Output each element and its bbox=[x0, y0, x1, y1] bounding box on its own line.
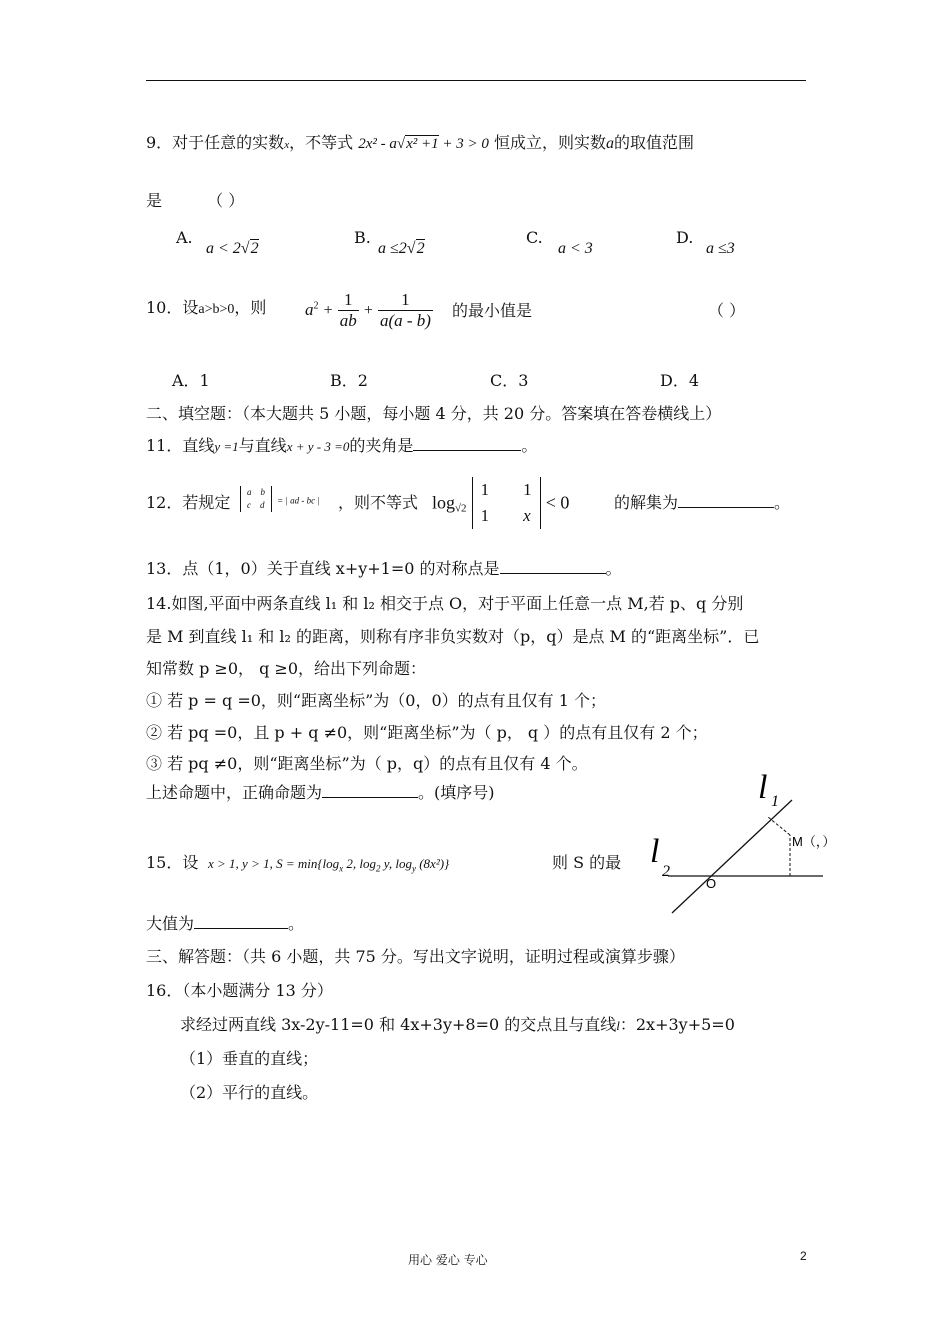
q15-lead: 15．设 bbox=[146, 853, 199, 872]
q10-condition: a>b>0 bbox=[198, 302, 235, 317]
q9-line2: 是 （ ） bbox=[146, 191, 245, 210]
q16-sub1: （1）垂直的直线； bbox=[180, 1049, 319, 1068]
q9-option-c-expr: a < 3 bbox=[558, 240, 593, 257]
q9-line1 bbox=[146, 130, 694, 153]
q9-option-b-expr: a ≤2√2 bbox=[378, 240, 425, 257]
q10-expression: $a^2$ + $\frac{1}{ab}$ + $\frac{1}{a(a - b)}$ bbox=[305, 290, 431, 330]
q15-formula: x > 1, y > 1, $S = \min\{\log_x$ 2, $\log_2 y$, $\log_y (8x^2)$} bbox=[208, 856, 450, 874]
q12-inequality: $\log_{√2} 1$ 1 1 x < 0 bbox=[432, 477, 569, 529]
label-l1: l bbox=[758, 770, 768, 806]
q9-tail: 恒成立，则实数 bbox=[493, 133, 606, 152]
q12-answer-blank[interactable] bbox=[678, 493, 774, 508]
q14-item3: ③ 若 pq ≠0，则“距离坐标”为（ p，q）的点有且仅有 4 个。 bbox=[146, 754, 588, 773]
section3-heading: 三、解答题：（共 6 小题，共 75 分。写出文字说明，证明过程或演算步骤） bbox=[146, 947, 685, 966]
label-l2-sub: 2 bbox=[662, 863, 670, 880]
q12-mid: ，则不等式 bbox=[338, 493, 419, 512]
q12-lead: 12．若规定 bbox=[146, 493, 231, 512]
q14-answer-blank[interactable] bbox=[322, 783, 418, 798]
q12-tail: 的解集为 。 bbox=[614, 493, 791, 512]
q9-option-a: A. bbox=[176, 228, 193, 247]
q10-option-d: D．4 bbox=[660, 371, 700, 390]
q9-option-d-expr: a ≤3 bbox=[706, 240, 735, 257]
q16-title: 16．（本小题满分 13 分） bbox=[146, 981, 333, 1000]
line-l1 bbox=[672, 800, 792, 913]
q14-item1: ① 若 p = q =0，则“距离坐标”为（0，0）的点有且仅有 1 个； bbox=[146, 691, 606, 710]
q15-answer-blank[interactable] bbox=[194, 914, 288, 929]
q14-line3: 知常数 p ≥0， q ≥0，给出下列命题： bbox=[146, 659, 427, 678]
page-number: 2 bbox=[800, 1249, 807, 1263]
q11-line2-eq: x + y - 3 =0 bbox=[286, 439, 350, 454]
q9-var-x: x bbox=[284, 139, 290, 151]
q9-tail2: 的取值范围 bbox=[613, 133, 694, 152]
q13-answer-blank[interactable] bbox=[500, 559, 606, 574]
q14-line4: 上述命题中，正确命题为 。(填序号) bbox=[146, 783, 495, 802]
q10-tail: 的最小值是 bbox=[452, 301, 533, 320]
q10-option-a: A．1 bbox=[172, 371, 210, 390]
section2-heading: 二、填空题：（本大题共 5 小题，每小题 4 分，共 20 分。答案填在答卷横线上） bbox=[146, 404, 722, 423]
header-rule bbox=[146, 80, 806, 81]
label-o: O bbox=[706, 876, 717, 891]
q9-formula: 2x² - a√x² +1 + 3 > 0 bbox=[358, 136, 489, 152]
q9-var-a: a bbox=[605, 135, 614, 152]
q15-line2: 大值为 。 bbox=[146, 914, 305, 933]
q11-answer-blank[interactable] bbox=[413, 436, 521, 451]
q9-option-b: B. bbox=[354, 228, 371, 247]
q10-line: 10．设a>b>0，则 bbox=[146, 298, 267, 317]
q13-line: 13．点（1，0）关于直线 x+y+1=0 的对称点是 。 bbox=[146, 559, 622, 578]
q16-body: 求经过两直线 3x-2y-11=0 和 4x+3y+8=0 的交点且与直线l：2x+3y+5=0 bbox=[180, 1015, 735, 1034]
q9-option-c: C. bbox=[526, 228, 543, 247]
q11-line: 11．直线y =1与直线x + y - 3 =0的夹角是 。 bbox=[146, 436, 538, 455]
q10-option-b: B．2 bbox=[330, 371, 368, 390]
q15-tail: 则 S 的最 bbox=[552, 853, 622, 872]
q14-line2: 是 M 到直线 l₁ 和 l₂ 的距离，则称有序非负实数对（p，q）是点 M 的“距离坐标”．已 bbox=[146, 627, 760, 646]
q9-answer-paren: （ ） bbox=[207, 191, 245, 210]
label-m: M（，） bbox=[792, 834, 836, 849]
label-l1-sub: 1 bbox=[771, 793, 779, 810]
q10-answer-paren: （ ） bbox=[708, 301, 746, 320]
q9-lead: 9．对于任意的实数 bbox=[146, 133, 285, 152]
q9-mid: ，不等式 bbox=[289, 133, 354, 152]
q12-det-definition: a b c d = | ad - bc | bbox=[240, 486, 320, 512]
label-l2: l bbox=[650, 833, 660, 870]
q10-option-c: C．3 bbox=[490, 371, 529, 390]
q16-sub2: （2）平行的直线。 bbox=[180, 1083, 319, 1102]
q9-option-d: D. bbox=[676, 228, 694, 247]
footer-slogan: 用心 爱心 专心 bbox=[408, 1253, 488, 1267]
q14-line1: 14.如图,平面中两条直线 l₁ 和 l₂ 相交于点 O，对于平面上任意一点 M,若 p、q 分别 bbox=[146, 594, 744, 613]
distance-coordinate-figure bbox=[640, 770, 840, 920]
q14-item2: ② 若 pq =0，且 p + q ≠0，则“距离坐标”为（ p， q ）的点有且仅有 2 个； bbox=[146, 723, 708, 742]
q9-option-a-expr: a < 2√2 bbox=[206, 240, 259, 257]
q11-line1-eq: y =1 bbox=[214, 439, 239, 454]
